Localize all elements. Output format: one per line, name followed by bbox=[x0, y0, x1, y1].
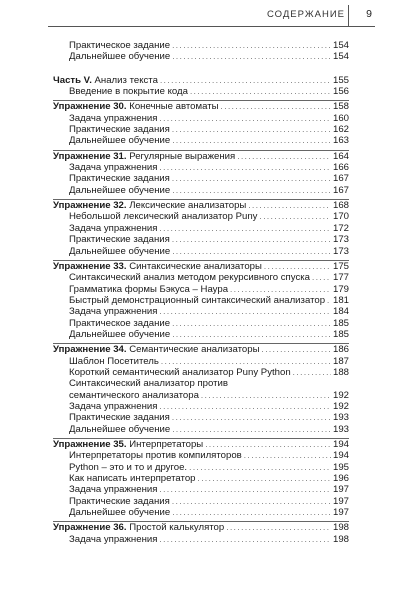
toc-entry-text: Введение в покрытие кода bbox=[69, 86, 188, 98]
toc-chapter-entry bbox=[53, 343, 349, 355]
toc-entry-number: Упражнение 33. bbox=[53, 260, 127, 272]
toc-page-number: 154 bbox=[332, 40, 349, 51]
running-title: СОДЕРЖАНИЕ bbox=[267, 9, 345, 20]
page-header bbox=[0, 0, 400, 30]
toc-section-entry bbox=[53, 211, 349, 222]
toc-entry-title bbox=[69, 367, 291, 378]
dot-leader bbox=[261, 344, 331, 355]
toc-entry-title bbox=[53, 200, 246, 211]
toc-section-entry bbox=[53, 484, 349, 495]
toc-page-number: 194 bbox=[332, 450, 349, 462]
dot-leader bbox=[159, 484, 331, 495]
dot-leader bbox=[244, 450, 331, 461]
toc-entry-text: Конечные автоматы bbox=[126, 101, 219, 113]
toc-page-number: 156 bbox=[332, 86, 349, 98]
toc-section-entry bbox=[53, 450, 349, 461]
toc-entry-title bbox=[69, 507, 170, 518]
toc-page-number: 185 bbox=[332, 317, 349, 329]
toc-section-entry bbox=[53, 234, 349, 245]
dot-leader bbox=[159, 401, 331, 412]
toc-entry-text: Дальнейшее обучение bbox=[69, 507, 171, 519]
toc-section-entry bbox=[53, 113, 349, 124]
toc-section-entry bbox=[53, 462, 349, 473]
dot-leader bbox=[293, 367, 331, 378]
toc-page-number: 179 bbox=[332, 283, 349, 295]
toc-entry-title bbox=[69, 113, 157, 124]
toc-page-number: 197 bbox=[332, 484, 349, 496]
toc-entry-text: Задача упражнения bbox=[69, 112, 158, 124]
toc-entry-title bbox=[69, 462, 187, 473]
toc-page-number: 184 bbox=[332, 306, 349, 318]
toc-chapter-entry bbox=[53, 100, 349, 112]
dot-leader bbox=[221, 101, 331, 112]
toc-entry-title bbox=[69, 484, 157, 495]
toc-page-number: 188 bbox=[332, 366, 349, 378]
toc-section-entry bbox=[53, 356, 349, 367]
toc-entry-title bbox=[53, 101, 219, 112]
dot-leader bbox=[159, 306, 331, 317]
toc-entry-title bbox=[53, 75, 158, 86]
toc-section-entry bbox=[53, 51, 349, 62]
toc-part-entry bbox=[53, 75, 349, 86]
toc-entry-title bbox=[69, 356, 159, 367]
toc-entry-number: Часть V. bbox=[53, 74, 92, 86]
toc-entry-text: Практические задания bbox=[69, 173, 170, 185]
toc-entry-title bbox=[53, 522, 224, 533]
toc-section-entry bbox=[53, 401, 349, 412]
toc-entry-text: Быстрый демонстрационный синтаксический анализатор bbox=[69, 294, 326, 306]
toc-entry-title bbox=[69, 40, 170, 51]
toc-page-number: 192 bbox=[332, 389, 349, 401]
toc-section-entry bbox=[53, 162, 349, 173]
toc-page-number: 170 bbox=[332, 211, 349, 223]
toc-entry-title bbox=[69, 534, 157, 545]
toc-entry-title bbox=[69, 306, 157, 317]
toc-entry-text: Интерпретаторы bbox=[126, 439, 204, 450]
toc-section-entry bbox=[53, 185, 349, 196]
toc-entry-title bbox=[69, 496, 170, 507]
toc-entry-text: Регулярные выражения bbox=[126, 150, 236, 162]
toc-entry-title bbox=[69, 135, 170, 146]
dot-leader bbox=[189, 462, 331, 473]
toc-chapter-entry bbox=[53, 199, 349, 211]
toc-entry-number: Упражнение 32. bbox=[53, 200, 127, 212]
dot-leader bbox=[172, 234, 331, 245]
toc-entry-text: Короткий семантический анализатор Puny Python bbox=[69, 366, 291, 378]
toc-page-number: 175 bbox=[332, 260, 349, 272]
dot-leader bbox=[159, 534, 331, 545]
toc-entry-title bbox=[69, 378, 228, 389]
dot-leader bbox=[172, 40, 331, 51]
toc-entry-text: Синтаксические анализаторы bbox=[126, 260, 262, 272]
toc-page-number: 195 bbox=[332, 461, 349, 473]
toc-page-number: 198 bbox=[332, 522, 349, 534]
toc-entry-title bbox=[53, 439, 203, 450]
toc-chapter-entry bbox=[53, 521, 349, 533]
toc-section-entry bbox=[53, 246, 349, 257]
dot-leader bbox=[172, 496, 331, 507]
toc-entry-text: Задача упражнения bbox=[69, 533, 158, 545]
toc-section-entry bbox=[53, 124, 349, 135]
toc-page-number: 197 bbox=[332, 495, 349, 507]
toc-entry-title bbox=[69, 272, 310, 283]
toc-entry-title bbox=[69, 473, 195, 484]
dot-leader bbox=[259, 211, 331, 222]
toc-page-number: 185 bbox=[332, 328, 349, 340]
dot-leader bbox=[159, 162, 331, 173]
toc-entry-title bbox=[69, 211, 257, 222]
header-divider bbox=[348, 5, 349, 26]
toc-entry-text: Дальнейшее обучение bbox=[69, 328, 171, 340]
toc-chapter-entry bbox=[53, 260, 349, 272]
toc-section-entry bbox=[53, 284, 349, 295]
toc-chapter-entry bbox=[53, 150, 349, 162]
toc-section-entry bbox=[53, 223, 349, 234]
toc-page-number: 192 bbox=[332, 400, 349, 412]
toc-entry-text: Задача упражнения bbox=[69, 162, 158, 174]
header-rule bbox=[48, 26, 375, 27]
toc-page-number: 187 bbox=[332, 355, 349, 367]
toc-entry-title bbox=[69, 295, 325, 306]
toc-entry-text: семантического анализатора bbox=[69, 389, 199, 401]
dot-leader bbox=[172, 246, 331, 257]
toc-entry-title bbox=[69, 318, 170, 329]
toc-entry-title bbox=[69, 412, 170, 423]
dot-leader bbox=[312, 272, 331, 283]
toc-section-entry bbox=[53, 318, 349, 329]
toc-section-entry bbox=[53, 329, 349, 340]
toc-page-number: 164 bbox=[332, 150, 349, 162]
toc-page-number: 196 bbox=[332, 473, 349, 485]
toc-section-entry bbox=[53, 40, 349, 51]
toc-entry-title bbox=[69, 51, 170, 62]
toc-entry-text: Практическое задание bbox=[69, 317, 171, 329]
toc-page-number: 154 bbox=[332, 51, 349, 63]
dot-leader bbox=[205, 439, 331, 450]
toc-entry-number: Упражнение 30. bbox=[53, 101, 127, 113]
toc-entry-text: Python – это и то и другое. bbox=[69, 461, 188, 473]
toc-entry-title bbox=[69, 329, 170, 340]
dot-leader bbox=[201, 390, 331, 401]
dot-leader bbox=[327, 295, 331, 306]
toc-page-number: 194 bbox=[332, 439, 349, 450]
toc-section-entry bbox=[53, 295, 349, 306]
toc-entry-title bbox=[69, 284, 228, 295]
toc-page-number: 173 bbox=[332, 245, 349, 257]
toc-page-number: 198 bbox=[332, 533, 349, 545]
toc-entry-text: Практическое задание bbox=[69, 40, 171, 51]
toc-page-number: 167 bbox=[332, 173, 349, 185]
toc-page-number: 168 bbox=[332, 200, 349, 212]
toc-section-entry bbox=[53, 424, 349, 435]
toc-entry-title bbox=[69, 86, 188, 97]
toc-entry-title bbox=[69, 390, 199, 401]
dot-leader bbox=[237, 151, 331, 162]
toc-entry-text: Дальнейшее обучение bbox=[69, 135, 171, 147]
toc-section-entry bbox=[53, 507, 349, 518]
toc-entry-text: Лексические анализаторы bbox=[126, 200, 247, 212]
toc-section-entry bbox=[53, 272, 349, 283]
toc-entry-text: Задача упражнения bbox=[69, 400, 158, 412]
dot-leader bbox=[160, 75, 331, 86]
toc-page-number: 166 bbox=[332, 162, 349, 174]
toc-entry-title bbox=[53, 344, 259, 355]
toc-entry-text: Практические задания bbox=[69, 495, 170, 507]
toc-page-number: 163 bbox=[332, 135, 349, 147]
toc-page-number: 155 bbox=[332, 74, 349, 86]
dot-leader bbox=[172, 185, 331, 196]
toc-entry-title bbox=[53, 261, 262, 272]
toc-entry-title bbox=[69, 185, 170, 196]
toc-entry-text: Интерпретаторы против компиляторов bbox=[69, 450, 242, 462]
dot-leader bbox=[172, 124, 331, 135]
dot-leader bbox=[172, 51, 331, 62]
toc-entry-text: Практические задания bbox=[69, 124, 170, 136]
dot-leader bbox=[172, 173, 331, 184]
toc-entry-text: Простой калькулятор bbox=[126, 522, 225, 534]
toc-section-entry bbox=[53, 378, 349, 389]
toc-chapter-entry bbox=[53, 438, 349, 450]
toc-entry-text: Грамматика формы Бэкуса – Наура bbox=[69, 283, 229, 295]
dot-leader bbox=[264, 261, 331, 272]
toc-page-number: 173 bbox=[332, 234, 349, 246]
toc-page-number: 181 bbox=[332, 294, 349, 306]
toc-page-number: 158 bbox=[332, 101, 349, 113]
toc-entry-title bbox=[69, 424, 170, 435]
toc-entry-text: Дальнейшее обучение bbox=[69, 51, 171, 63]
table-of-contents bbox=[53, 40, 349, 545]
toc-section-entry bbox=[53, 135, 349, 146]
toc-entry-title bbox=[69, 234, 170, 245]
toc-section-entry bbox=[53, 86, 349, 97]
toc-entry-title bbox=[69, 124, 170, 135]
toc-section-entry bbox=[53, 473, 349, 484]
toc-entry-text: Шаблон Посетитель bbox=[69, 355, 159, 367]
toc-section-entry bbox=[53, 367, 349, 378]
toc-section-entry bbox=[53, 496, 349, 507]
toc-page-number: 160 bbox=[332, 112, 349, 124]
toc-page-number: 197 bbox=[332, 507, 349, 519]
dot-leader bbox=[172, 318, 331, 329]
toc-page-number: 193 bbox=[332, 423, 349, 435]
toc-entry-text: Практические задания bbox=[69, 412, 170, 424]
toc-entry-number: Упражнение 36. bbox=[53, 522, 127, 534]
toc-entry-title bbox=[69, 173, 170, 184]
dot-leader bbox=[226, 522, 331, 533]
toc-entry-number: Упражнение 34. bbox=[53, 344, 127, 356]
toc-entry-text: Синтаксический анализ методом рекурсивного спуска bbox=[69, 272, 310, 284]
dot-leader bbox=[172, 424, 331, 435]
dot-leader bbox=[159, 223, 331, 234]
toc-entry-title bbox=[69, 401, 157, 412]
dot-leader bbox=[248, 200, 331, 211]
toc-entry-text: Практические задания bbox=[69, 234, 170, 246]
toc-entry-title bbox=[69, 450, 242, 461]
toc-entry-text: Дальнейшее обучение bbox=[69, 423, 171, 435]
dot-leader bbox=[172, 135, 331, 146]
toc-page-number: 193 bbox=[332, 412, 349, 424]
toc-section-entry bbox=[53, 534, 349, 545]
toc-entry-text: Анализ текста bbox=[91, 74, 158, 86]
dot-leader bbox=[161, 356, 331, 367]
dot-leader bbox=[172, 329, 331, 340]
toc-entry-text: Задача упражнения bbox=[69, 306, 158, 318]
toc-page-number: 167 bbox=[332, 184, 349, 196]
dot-leader bbox=[190, 86, 331, 97]
toc-entry-text: Семантические анализаторы bbox=[126, 344, 260, 356]
toc-entry-text: Дальнейшее обучение bbox=[69, 184, 171, 196]
toc-entry-title bbox=[53, 151, 235, 162]
dot-leader bbox=[159, 113, 331, 124]
toc-page-number: 177 bbox=[332, 272, 349, 284]
toc-section-entry bbox=[53, 306, 349, 317]
dot-leader bbox=[172, 412, 331, 423]
toc-entry-title bbox=[69, 223, 157, 234]
toc-page-number: 172 bbox=[332, 222, 349, 234]
dot-leader bbox=[230, 284, 331, 295]
toc-entry-title bbox=[69, 246, 170, 257]
toc-page-number: 186 bbox=[332, 344, 349, 356]
toc-entry-text: Задача упражнения bbox=[69, 222, 158, 234]
toc-entry-text: Синтаксический анализатор против bbox=[69, 378, 228, 390]
toc-entry-title bbox=[69, 162, 157, 173]
toc-entry-number: Упражнение 35. bbox=[53, 439, 127, 450]
toc-entry-text: Небольшой лексический анализатор Puny bbox=[69, 211, 258, 223]
toc-page-number: 162 bbox=[332, 124, 349, 136]
page-number: 9 bbox=[366, 8, 372, 20]
toc-section-entry bbox=[53, 173, 349, 184]
toc-entry-number: Упражнение 31. bbox=[53, 150, 127, 162]
toc-section-entry bbox=[53, 412, 349, 423]
toc-section-entry bbox=[53, 390, 349, 401]
dot-leader bbox=[197, 473, 331, 484]
dot-leader bbox=[172, 507, 331, 518]
toc-entry-text: Как написать интерпретатор bbox=[69, 473, 196, 485]
toc-entry-text: Задача упражнения bbox=[69, 484, 158, 496]
toc-entry-text: Дальнейшее обучение bbox=[69, 245, 171, 257]
